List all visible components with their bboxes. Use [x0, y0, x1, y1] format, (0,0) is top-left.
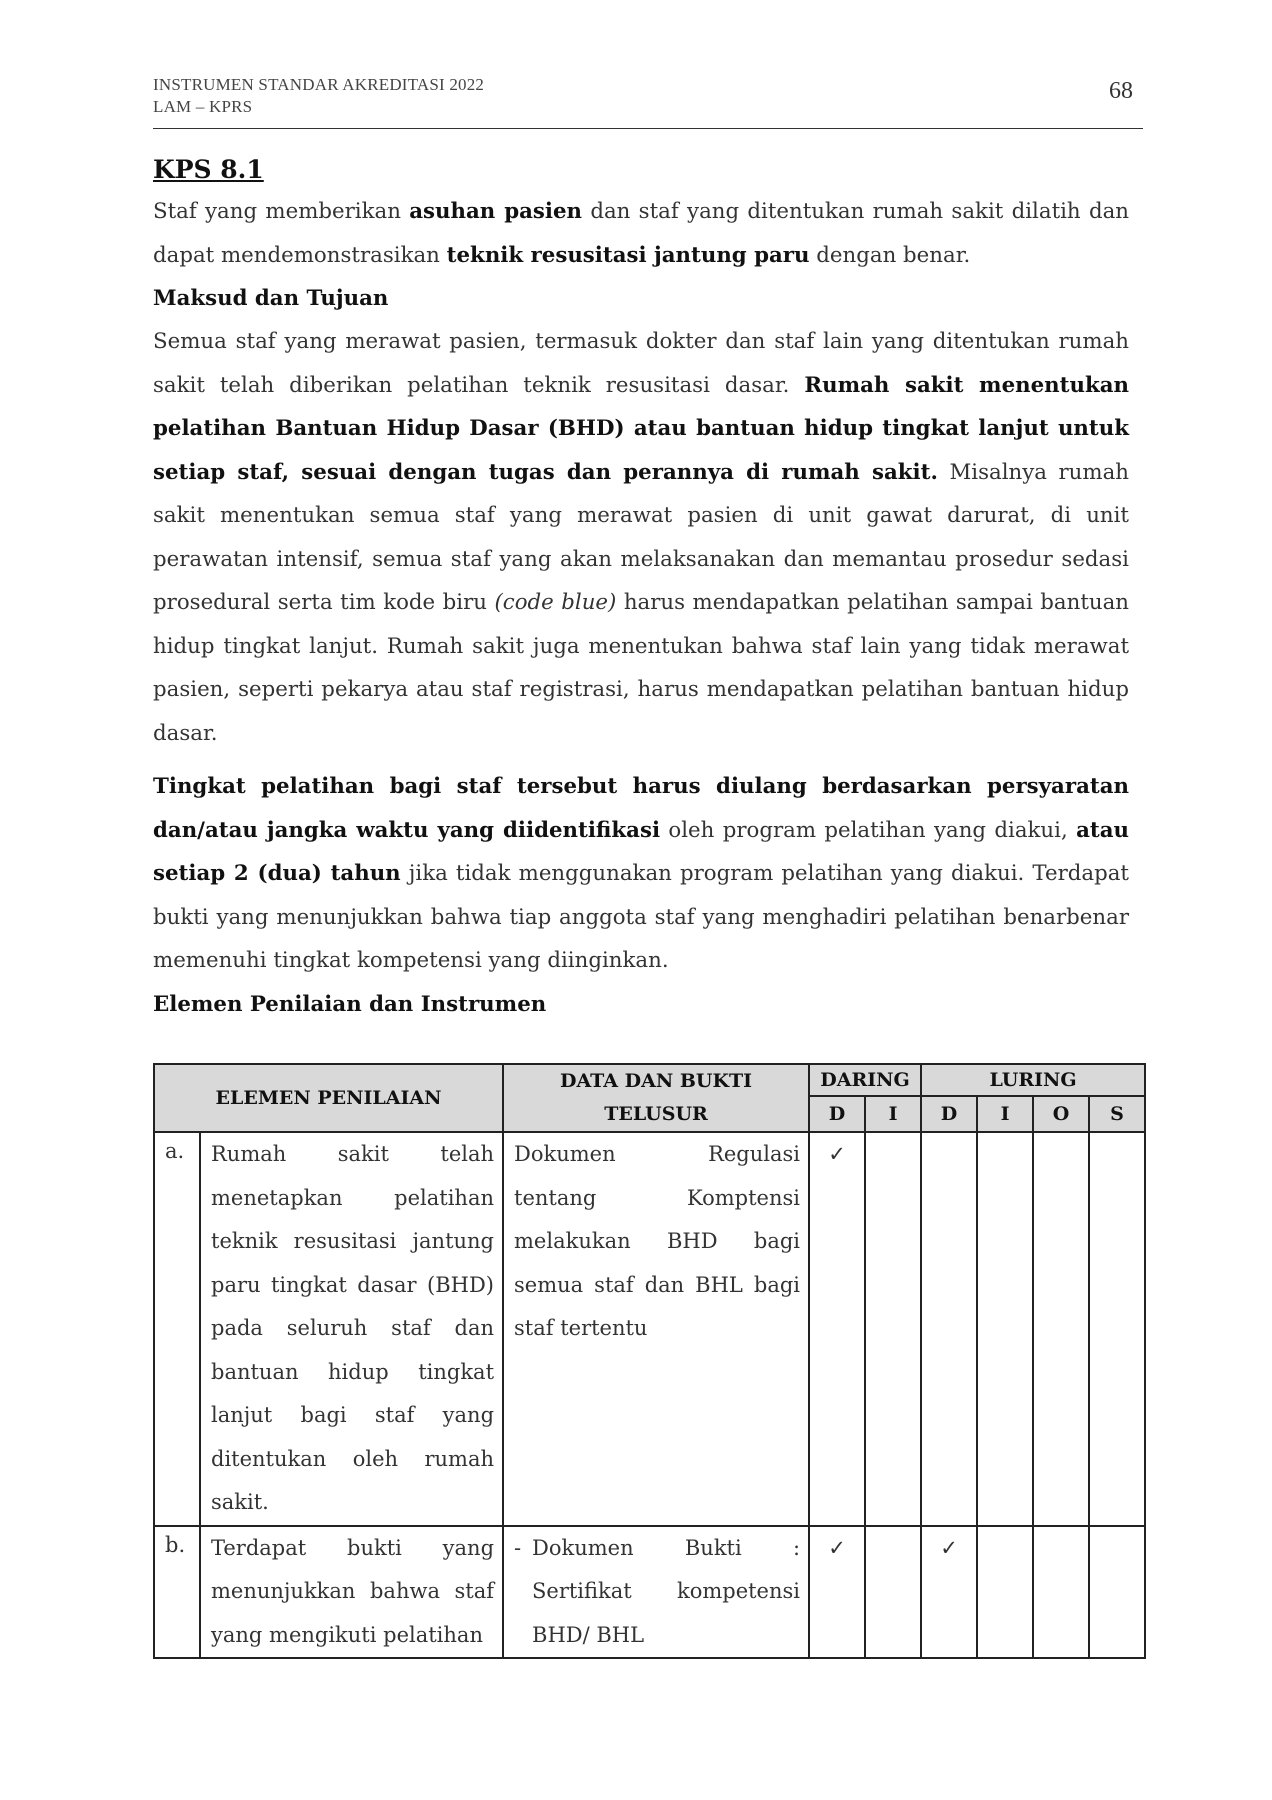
table-row	[154, 1132, 1145, 1526]
statement-bold: asuhan pasien	[409, 199, 583, 224]
statement-text: Staf yang memberikan	[153, 199, 410, 224]
daring-d-cell	[809, 1526, 865, 1659]
check-icon: ✓	[940, 1535, 958, 1560]
purpose-heading: Maksud dan Tujuan	[153, 286, 389, 311]
paragraph-text: Misalnya rumah sakit menentukan semua staf yang merawat pasien di unit gawat darurat, di unit perawatan intensif, semua staf yang akan melaksanakan dan memantau prosedur sedasi prosedural serta tim kode biru	[153, 459, 1130, 615]
check-icon: ✓	[828, 1535, 846, 1560]
evidence-text: Dokumen Bukti : Sertifikat kompetensi BHD/ BHL	[532, 1535, 801, 1647]
assessment-table	[153, 1063, 1146, 1659]
header-subtitle: LAM – KPRS	[153, 97, 253, 116]
element-text: Rumah sakit telah menetapkan pelatihan teknik resusitasi jantung paru tingkat dasar (BHD) pada seluruh staf dan bantuan hidup tingkat lanjut bagi staf yang ditentukan oleh rumah sakit.	[200, 1132, 503, 1526]
purpose-paragraph-1	[153, 320, 1129, 755]
luring-o-cell	[1033, 1526, 1089, 1659]
paragraph-text: harus mendapatkan pelatihan sampai bantuan hidup tingkat lanjut. Rumah sakit juga menentukan bahwa staf lain yang tidak merawat pasien, seperti pekarya atau staf registrasi, harus mendapatkan pelatihan bantuan hidup dasar.	[153, 590, 1130, 746]
header-evidence: DATA DAN BUKTI TELUSUR	[503, 1064, 809, 1132]
header-title: INSTRUMEN STANDAR AKREDITASI 2022	[153, 75, 485, 94]
evidence-list-item	[514, 1527, 800, 1658]
luring-i-cell	[977, 1132, 1033, 1526]
statement-text: dan staf yang ditentukan rumah sakit dilatih dan dapat mendemonstrasikan	[153, 199, 1129, 268]
paragraph-bold: Rumah sakit menentukan pelatihan Bantuan Hidup Dasar (BHD) atau bantuan hidup tingkat lanjut untuk setiap staf, sesuai dengan tugas dan perannya di rumah sakit.	[153, 372, 1130, 485]
standard-code: KPS 8.1	[153, 155, 264, 184]
header-daring-d: D	[809, 1096, 865, 1132]
luring-s-cell	[1089, 1132, 1145, 1526]
header-luring-d: D	[921, 1096, 977, 1132]
header-luring: LURING	[921, 1064, 1145, 1096]
paragraph-text: oleh program pelatihan yang diakui,	[660, 817, 1077, 843]
evidence-text: Dokumen Regulasi tentang Komptensi melakukan BHD bagi semua staf dan BHL bagi staf tertentu	[503, 1132, 809, 1526]
luring-d-cell	[921, 1526, 977, 1659]
header-luring-i: I	[977, 1096, 1033, 1132]
row-letter: a.	[154, 1132, 200, 1526]
paragraph-text: Semua staf yang merawat pasien, termasuk dokter dan staf lain yang ditentukan rumah sakit telah diberikan pelatihan teknik resusitasi dasar.	[153, 329, 1129, 398]
header-daring: DARING	[809, 1064, 921, 1096]
purpose-paragraph-2	[153, 765, 1129, 983]
standard-statement	[153, 190, 1129, 277]
row-letter: b.	[154, 1526, 200, 1659]
document-body	[153, 150, 1129, 1026]
page-number: 68	[1109, 78, 1133, 104]
paragraph-bold: Tingkat pelatihan bagi staf tersebut harus diulang berdasarkan persyaratan dan/atau jangka waktu yang diidentifikasi	[153, 774, 1129, 843]
daring-i-cell	[865, 1526, 921, 1659]
list-bullet: -	[514, 1535, 522, 1560]
paragraph-text: jika tidak menggunakan program pelatihan yang diakui. Terdapat bukti yang menunjukkan bahwa tiap anggota staf yang menghadiri pelatihan benarbenar memenuhi tingkat kompetensi yang diinginkan.	[153, 861, 1129, 973]
evidence-cell	[503, 1526, 809, 1659]
luring-i-cell	[977, 1526, 1033, 1659]
header-divider	[153, 128, 1143, 129]
paragraph-bold: atau setiap 2 (dua) tahun	[153, 817, 1129, 886]
header-element: ELEMEN PENILAIAN	[154, 1064, 503, 1132]
header-daring-i: I	[865, 1096, 921, 1132]
element-text: Terdapat bukti yang menunjukkan bahwa staf yang mengikuti pelatihan	[200, 1526, 503, 1659]
paragraph-italic: (code blue)	[494, 590, 617, 615]
statement-bold: teknik resusitasi jantung paru	[446, 242, 810, 268]
statement-text: dengan benar.	[809, 242, 971, 268]
daring-d-cell	[809, 1132, 865, 1526]
elements-heading: Elemen Penilaian dan Instrumen	[153, 991, 547, 1017]
daring-i-cell	[865, 1132, 921, 1526]
table-row	[154, 1526, 1145, 1659]
luring-o-cell	[1033, 1132, 1089, 1526]
header-luring-o: O	[1033, 1096, 1089, 1132]
check-icon: ✓	[828, 1142, 846, 1166]
luring-s-cell	[1089, 1526, 1145, 1659]
header-luring-s: S	[1089, 1096, 1145, 1132]
page-header	[153, 74, 1153, 118]
luring-d-cell	[921, 1132, 977, 1526]
